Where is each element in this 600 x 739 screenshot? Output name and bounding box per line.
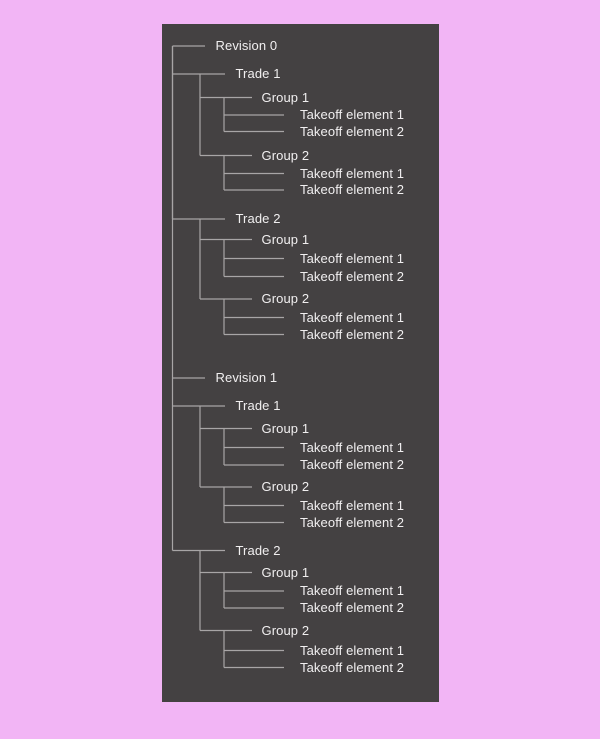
takeoff-element-label: Takeoff element 1 [300,583,405,598]
takeoff-element-label: Takeoff element 2 [300,457,405,472]
takeoff-element-label: Takeoff element 1 [300,165,405,181]
takeoff-element-label: Takeoff element 2 [300,600,405,615]
group-label: Group 2 [261,291,310,306]
takeoff-element-label: Takeoff element 1 [300,497,405,513]
revision-label: Revision 0 [215,38,278,53]
takeoff-element-label: Takeoff element 1 [300,107,405,122]
trade-label: Trade 1 [235,398,281,413]
takeoff-element-label: Takeoff element 1 [300,250,405,266]
takeoff-element-label: Takeoff element 2 [300,123,405,139]
group-label: Group 1 [261,231,310,247]
revision-label: Revision 1 [215,370,278,385]
takeoff-element-label: Takeoff element 2 [300,268,405,284]
takeoff-element-label: Takeoff element 2 [300,659,405,675]
trade-label: Trade 2 [235,542,281,558]
group-label: Group 2 [261,479,310,494]
group-label: Group 2 [261,147,310,163]
group-label: Group 2 [261,622,310,638]
takeoff-element-label: Takeoff element 2 [300,514,405,530]
takeoff-element-label: Takeoff element 1 [300,642,405,658]
trade-label: Trade 1 [235,66,281,81]
group-label: Group 1 [261,89,310,105]
group-label: Group 1 [261,564,310,580]
takeoff-element-label: Takeoff element 2 [300,182,405,197]
trade-label: Trade 2 [235,211,281,226]
takeoff-element-label: Takeoff element 1 [300,309,405,325]
takeoff-element-label: Takeoff element 1 [300,439,405,455]
takeoff-element-label: Takeoff element 2 [300,326,405,342]
group-label: Group 1 [261,420,310,436]
